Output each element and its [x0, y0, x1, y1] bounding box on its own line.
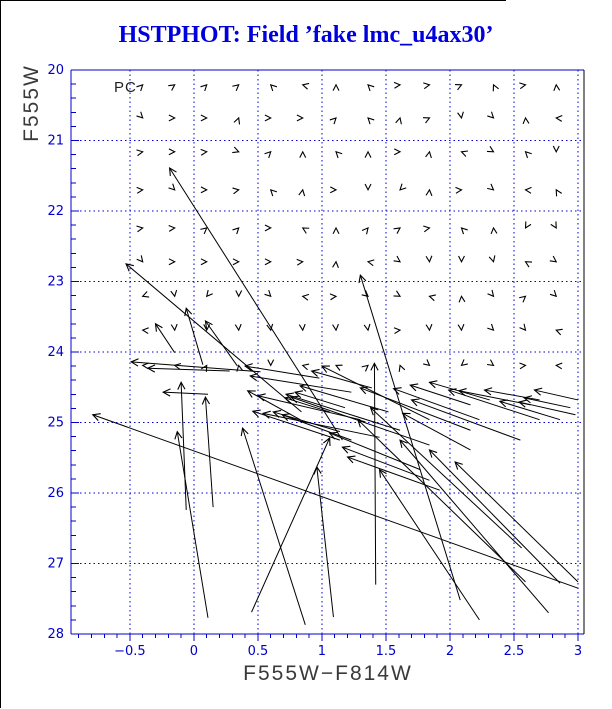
small-arrow [426, 256, 432, 262]
small-arrow [394, 149, 400, 155]
small-arrow [556, 329, 562, 335]
small-arrow [365, 152, 371, 158]
x-axis-label: F555W−F814W [243, 662, 413, 685]
small-arrow [333, 324, 339, 330]
long-arrow-shaft [371, 408, 522, 548]
small-arrow [299, 190, 305, 196]
small-arrow [368, 118, 374, 124]
small-arrow [336, 365, 342, 370]
small-arrow [265, 290, 271, 296]
small-arrow [232, 147, 238, 153]
y-tick-label: 22 [47, 204, 64, 219]
small-arrow [394, 228, 400, 234]
small-arrow [489, 255, 495, 261]
y-tick-label: 25 [47, 415, 64, 431]
small-arrow [519, 296, 525, 302]
long-arrow-shaft [524, 398, 570, 408]
small-arrow [300, 152, 306, 158]
small-arrow [519, 363, 525, 369]
y-tick-label: 27 [47, 556, 64, 572]
y-tick-label: 21 [47, 133, 64, 149]
small-arrow [271, 190, 277, 196]
small-arrow [394, 82, 400, 88]
small-arrow [519, 83, 525, 89]
x-tick-label: 0 [189, 644, 199, 659]
small-arrow [394, 256, 400, 262]
small-arrow [556, 190, 561, 196]
long-error-arrows [93, 168, 578, 625]
small-arrow [169, 115, 175, 121]
y-tick-label: 28 [47, 627, 64, 642]
long-arrow-shaft [252, 438, 330, 612]
small-arrow [201, 115, 207, 121]
small-arrow [526, 187, 532, 193]
small-arrow [271, 85, 277, 91]
small-arrow [491, 228, 497, 234]
small-arrow [487, 360, 493, 366]
small-arrow [201, 149, 207, 155]
small-arrow [364, 324, 370, 330]
small-arrow [487, 112, 493, 118]
long-arrow-shaft [286, 394, 400, 430]
long-arrow-shaft [400, 440, 549, 613]
y-tick-label: 20 [47, 63, 64, 78]
small-arrow [137, 255, 143, 261]
long-arrow-shaft [317, 467, 334, 617]
long-arrow-shaft [449, 390, 540, 420]
long-arrow-shaft [519, 402, 575, 415]
small-arrow [423, 226, 429, 232]
small-arrow [488, 290, 494, 296]
small-arrow [303, 228, 309, 233]
small-arrow [399, 365, 405, 371]
x-tick-label: 0.5 [247, 644, 269, 659]
panel-label-pc: PC [114, 79, 137, 96]
small-arrow [550, 256, 556, 262]
long-arrow-shaft [177, 432, 208, 618]
small-arrow [554, 85, 560, 91]
small-arrow [426, 152, 432, 158]
long-arrow-shaft [156, 324, 175, 353]
small-arrow [265, 115, 271, 121]
small-arrow [362, 365, 368, 371]
small-arrow [461, 228, 467, 234]
long-arrow-head [170, 168, 177, 176]
small-arrow [459, 296, 465, 302]
small-arrow [423, 83, 429, 89]
small-arrow [394, 328, 400, 334]
long-arrow-shaft [126, 264, 301, 412]
small-arrow [461, 359, 467, 365]
small-arrow [333, 262, 339, 268]
small-arrow [396, 118, 402, 124]
small-arrow [526, 152, 532, 158]
long-arrow-shaft [485, 390, 540, 400]
long-arrow-shaft [243, 428, 306, 625]
small-arrow [297, 115, 303, 121]
long-arrow-shaft [282, 415, 351, 440]
y-tick-label: 24 [47, 345, 64, 360]
small-arrow [400, 184, 406, 190]
y-axis-label: F555W [20, 64, 43, 142]
small-arrow [493, 85, 498, 91]
small-arrow [368, 85, 374, 91]
small-arrow [233, 188, 239, 194]
x-tick-label: −0.5 [114, 644, 146, 659]
small-arrow [426, 324, 432, 330]
small-arrow [429, 295, 435, 301]
small-arrow [299, 324, 305, 330]
small-arrow [232, 85, 238, 91]
long-arrow-shaft [163, 392, 208, 394]
small-arrow [550, 290, 556, 296]
x-tick-label: 1.5 [375, 644, 397, 659]
small-arrow [461, 151, 467, 157]
small-arrow [143, 328, 149, 334]
x-tick-label: 2 [445, 644, 455, 659]
small-error-arrows [136, 82, 562, 372]
small-arrow [137, 85, 143, 91]
long-arrow-shaft [186, 308, 203, 364]
long-arrow-shaft [534, 390, 578, 400]
long-arrow-shaft [374, 363, 375, 584]
small-arrow [171, 324, 177, 330]
small-arrow [523, 118, 529, 124]
small-arrow [455, 187, 461, 193]
small-arrow [201, 259, 207, 265]
small-arrow [297, 259, 303, 265]
small-arrow [143, 292, 149, 298]
small-arrow [265, 259, 271, 265]
small-arrow [365, 184, 371, 190]
small-arrow [175, 363, 181, 369]
small-arrow [265, 225, 271, 231]
long-arrow-shaft [245, 366, 319, 378]
small-arrow [423, 118, 429, 123]
y-tick-label: 23 [47, 274, 64, 290]
small-arrow [336, 152, 342, 158]
small-arrow [235, 324, 241, 330]
small-arrow [426, 190, 432, 196]
small-arrow [556, 363, 562, 369]
small-arrow [556, 116, 562, 122]
small-arrow [487, 324, 493, 330]
small-arrow [169, 149, 175, 155]
small-arrow [330, 118, 336, 124]
page-title: HSTPHOT: Field ’fake lmc_u4ax30’ [118, 22, 494, 48]
small-arrow [455, 85, 461, 90]
small-arrow [458, 324, 464, 330]
small-arrow [201, 365, 206, 371]
long-arrow-shaft [380, 470, 480, 620]
long-arrow-shaft [285, 398, 330, 412]
small-arrow [137, 112, 143, 118]
small-arrow [169, 259, 175, 265]
small-arrow [526, 262, 532, 267]
small-arrow [362, 228, 368, 234]
small-arrow [236, 291, 242, 297]
small-arrow [169, 184, 175, 190]
long-arrow-shaft [291, 397, 429, 445]
long-arrow-shaft [410, 385, 470, 405]
long-arrow-shaft [205, 397, 213, 507]
small-arrow [303, 294, 309, 300]
small-arrow [136, 226, 142, 232]
small-arrow [368, 260, 374, 266]
small-arrow [201, 187, 207, 193]
y-tick-label: 26 [47, 486, 64, 501]
small-arrow [234, 118, 240, 124]
small-arrow [333, 228, 339, 234]
small-arrow [333, 85, 339, 91]
long-arrow-shaft [205, 321, 237, 366]
long-arrow-shaft [312, 371, 372, 388]
small-arrow [551, 221, 556, 227]
small-arrow [233, 259, 239, 265]
small-arrow [233, 228, 239, 234]
x-tick-label: 3 [573, 644, 583, 659]
x-tick-label: 1 [317, 644, 327, 659]
small-arrow [394, 291, 400, 296]
small-arrow [487, 184, 493, 190]
small-arrow [201, 85, 207, 91]
long-arrow-shaft [322, 366, 430, 420]
small-arrow [520, 324, 526, 330]
small-arrow [168, 85, 174, 91]
small-arrow [136, 150, 142, 156]
axis-ticks [71, 70, 578, 641]
small-arrow [137, 187, 143, 193]
tick-labels [47, 63, 582, 659]
small-arrow [487, 146, 493, 151]
small-arrow [169, 225, 175, 231]
small-arrow [526, 221, 531, 227]
small-arrow [330, 187, 336, 193]
small-arrow [207, 290, 213, 296]
small-arrow [265, 152, 271, 158]
small-arrow [268, 360, 274, 366]
small-arrow [459, 256, 465, 262]
small-arrow [200, 228, 206, 234]
x-tick-label: 2.5 [503, 644, 525, 659]
small-arrow [303, 83, 309, 89]
long-arrow-head [156, 324, 163, 332]
small-arrow [458, 112, 464, 118]
small-arrow [330, 294, 336, 300]
small-arrow [303, 364, 309, 370]
small-arrow [553, 146, 559, 152]
small-arrow [171, 290, 177, 296]
small-arrow [423, 359, 429, 365]
grid-lines [71, 70, 584, 634]
